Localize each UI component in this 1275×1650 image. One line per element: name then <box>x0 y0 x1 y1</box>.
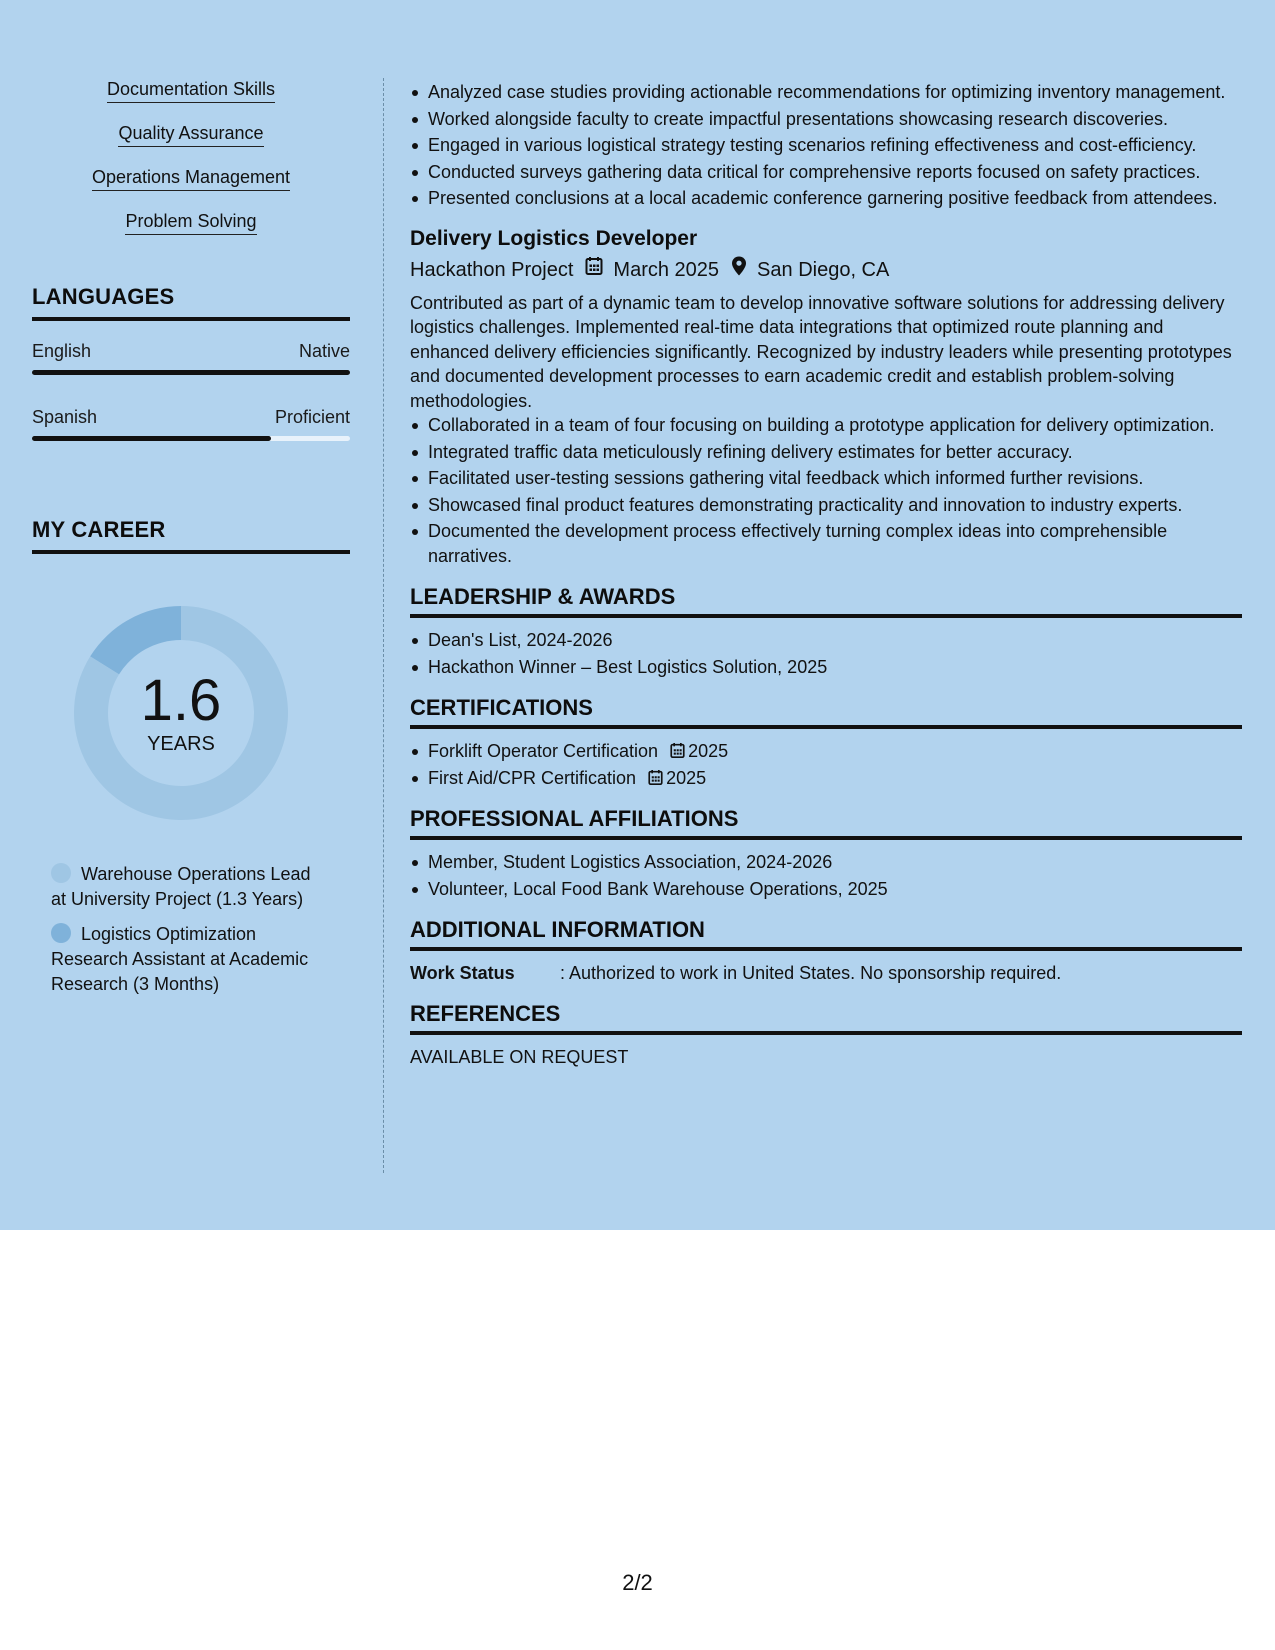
job-bullets <box>410 413 1242 568</box>
list-item: Showcased final product features demonstrating practicality and innovation to industry experts. <box>410 493 1242 518</box>
list-item: Member, Student Logistics Association, 2024-2026 <box>410 850 1242 875</box>
work-status-row <box>410 961 1242 985</box>
list-item: Facilitated user-testing sessions gathering vital feedback which informed further revisions. <box>410 466 1242 491</box>
certifications-heading: CERTIFICATIONS <box>410 695 1242 729</box>
column-divider <box>383 78 384 1173</box>
references-heading: REFERENCES <box>410 1001 1242 1035</box>
career-total-value: 1.6 <box>140 667 222 733</box>
legend-dot <box>51 863 71 883</box>
career-entry-label: Warehouse Operations Lead at University Project (1.3 Years) <box>51 864 311 909</box>
references-text: AVAILABLE ON REQUEST <box>410 1047 629 1067</box>
prior-role-bullets <box>410 80 1242 211</box>
career-legend-item <box>51 862 322 912</box>
calendar-icon <box>585 255 603 285</box>
list-item: Collaborated in a team of four focusing on building a prototype application for delivery optimization. <box>410 413 1242 438</box>
job-title: Delivery Logistics Developer <box>410 226 698 250</box>
skill-item: Operations Management <box>92 166 290 191</box>
list-item: Conducted surveys gathering data critical for comprehensive reports focused on safety practices. <box>410 160 1242 185</box>
affiliations-list <box>410 850 1242 901</box>
legend-dot <box>51 923 71 943</box>
job-meta <box>410 255 1242 285</box>
job-organization: Hackathon Project <box>410 258 574 281</box>
career-section <box>32 517 350 997</box>
certification-name: First Aid/CPR Certification <box>428 767 637 788</box>
language-name: Spanish <box>32 407 98 427</box>
language-level: Native <box>298 341 350 361</box>
work-status-label: Work Status <box>410 963 515 983</box>
career-entry-label: Logistics Optimization Research Assistant at Academic Research (3 Months) <box>51 924 309 994</box>
certification-year: 2025 <box>688 741 729 761</box>
certification-item <box>410 766 1242 791</box>
career-legend <box>32 862 322 997</box>
certification-item <box>410 739 1242 764</box>
language-row <box>32 405 350 441</box>
career-legend-item <box>51 922 322 997</box>
list-item: Worked alongside faculty to create impactful presentations showcasing research discoveries. <box>410 107 1242 132</box>
work-status-value: : Authorized to work in United States. No sponsorship required. <box>560 963 1062 983</box>
skills-list <box>32 78 350 254</box>
list-item: Dean's List, 2024-2026 <box>410 628 1242 653</box>
list-item: Integrated traffic data meticulously refining delivery estimates for better accuracy. <box>410 440 1242 465</box>
list-item: Volunteer, Local Food Bank Warehouse Operations, 2025 <box>410 877 1242 902</box>
right-column <box>410 80 1242 1069</box>
job-description: Contributed as part of a dynamic team to develop innovative software solutions for addressing delivery logistics challenges. Implemented real-time data integrations that optimized route planning and enhanced delivery efficiencies significantly. Recognized by industry leaders while presenting prototypes and documented development processes to earn academic credit and establish problem-solving methodologies. <box>410 292 1232 411</box>
location-pin-icon <box>731 255 747 285</box>
affiliations-heading: PROFESSIONAL AFFILIATIONS <box>410 806 1242 840</box>
left-column <box>32 78 350 1007</box>
list-item: Presented conclusions at a local academic conference garnering positive feedback from attendees. <box>410 186 1242 211</box>
languages-heading: LANGUAGES <box>32 284 350 321</box>
list-item: Engaged in various logistical strategy testing scenarios refining effectiveness and cost-efficiency. <box>410 133 1242 158</box>
certification-year: 2025 <box>666 767 707 788</box>
job-date: March 2025 <box>613 258 720 281</box>
career-heading: MY CAREER <box>32 517 350 554</box>
certifications-list <box>410 739 1242 790</box>
skill-item: Documentation Skills <box>107 78 275 103</box>
leadership-list <box>410 628 1242 679</box>
certification-name: Forklift Operator Certification <box>428 741 659 761</box>
leadership-heading: LEADERSHIP & AWARDS <box>410 584 1242 618</box>
language-level: Proficient <box>274 407 350 427</box>
calendar-icon <box>648 769 663 786</box>
skill-item: Problem Solving <box>125 210 256 235</box>
additional-info-heading: ADDITIONAL INFORMATION <box>410 917 1242 951</box>
languages-section <box>32 284 350 441</box>
page-number: 2/2 <box>622 1570 653 1595</box>
language-proficiency-bar <box>32 370 350 375</box>
career-total-unit: YEARS <box>147 732 215 755</box>
job-location: San Diego, CA <box>757 258 890 281</box>
language-row <box>32 339 350 375</box>
list-item: Hackathon Winner – Best Logistics Solution, 2025 <box>410 655 1242 680</box>
list-item: Documented the development process effectively turning complex ideas into comprehensible narratives. <box>410 519 1242 568</box>
skill-item: Quality Assurance <box>118 122 263 147</box>
calendar-icon <box>670 742 685 759</box>
language-name: English <box>32 341 92 361</box>
list-item: Analyzed case studies providing actionable recommendations for optimizing inventory management. <box>410 80 1242 105</box>
career-donut-chart <box>66 598 296 828</box>
language-proficiency-bar <box>32 436 350 441</box>
